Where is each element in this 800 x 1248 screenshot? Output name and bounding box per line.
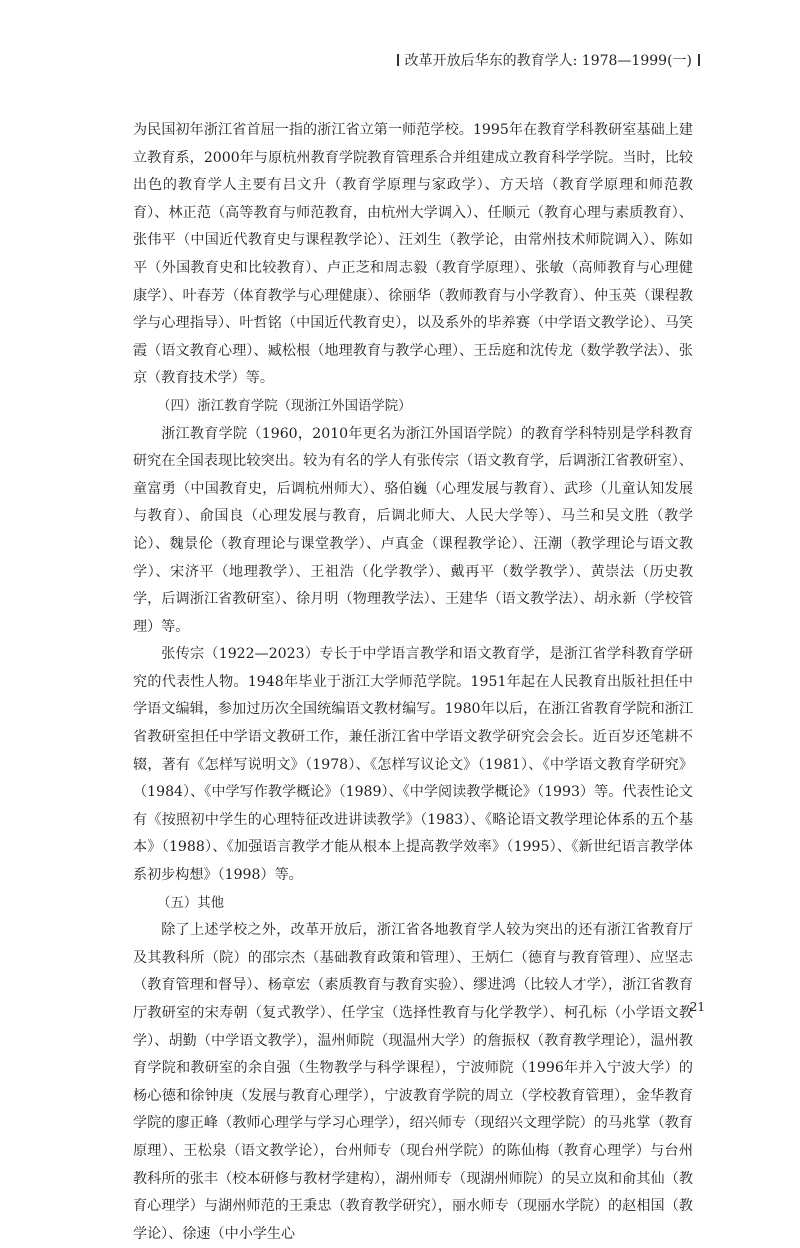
section-heading-4: （四）浙江教育学院（现浙江外国语学院） [157,398,412,414]
section-heading-5: （五）其他 [157,895,225,911]
paragraph-continued: 为民国初年浙江省首屈一指的浙江省立第一师范学校。1995年在教育学科教研室基础上建立教育系，2000年与原杭州教育学院教育管理系合并组建成立教育科学学院。当时，比较出色的教育学人主要有吕文升（教育学原理与家政学）、方天培（教育学原理和师范教育）、林正范（高等教育与师范教育，由杭州大学调入）、任顺元（教育心理与素质教育）、张伟平（中国近代教育史与课程教学论）、汪刘生（教学论，由常州技术师院调入）、陈如平（外国教育史和比较教育）、卢正芝和周志毅（教育学原理）、张敏（高师教育与心理健康学）、叶春芳（体育教学与心理健康）、徐丽华（教师教育与小学教育）、仲玉英（课程教学与心理指导）、叶哲铭（中国近代教育史），以及系外的毕养赛（中学语文教学论）、马笑霞（语文教育心理）、臧松根（地理教育与教学心理）、王岳庭和沈传龙（数学教学法）、张京（教育技术学）等。 [133,122,693,387]
header-right-rule [698,54,700,66]
page-number: 21 [689,1000,705,1014]
paragraph: 除了上述学校之外，改革开放后，浙江省各地教育学人较为突出的还有浙江省教育厅及其教科所（院）的邵宗杰（基础教育政策和管理）、王炳仁（德育与教育管理）、应坚志（教育管理和督导）、杨章宏（素质教育与教育实验）、缪进鸿（比较人才学），浙江省教育厅教研室的宋寿朝（复式教学）、任学宝（选择性教育与化学教学）、柯孔标（小学语文教学）、胡勤（中学语文教学），温州师院（现温州大学）的詹振权（教育教学理论），温州教育学院和教研室的余自强（生物教学与科学课程），宁波师院（1996年并入宁波大学）的杨心德和徐钟庚（发展与教育心理学），宁波教育学院的周立（学校教育管理），金华教育学院的廖正峰（教师心理学与学习心理学），绍兴师专（现绍兴文理学院）的马兆掌（教育原理）、王松泉（语文教学论），台州师专（现台州学院）的陈仙梅（教育心理学）与台州教科所的张丰（校本研修与教材学建构），湖州师专（现湖州师院）的吴立岚和俞其仙（教育心理学）与湖州师范的王秉忠（教育教学研究），丽水师专（现丽水学院）的赵相国（教学论）、徐速（中小学生心 [133,922,693,1242]
header-left-rule [397,54,399,66]
running-title: 改革开放后华东的教育学人: 1978—1999(一) [404,53,692,69]
paragraph: 张传宗（1922—2023）专长于中学语言教学和语文教育学，是浙江省学科教育学研究的代表性人物。1948年毕业于浙江大学师范学院。1951年起在人民教育出版社担任中学语文编辑，参加过历次全国统编语文教材编写。1980年以后，在浙江省教育学院和浙江省教研室担任中学语文教研工作，兼任浙江省中学语文教学研究会会长。近百岁还笔耕不辍，著有《怎样写说明文》（1978）、《怎样写议论文》（1981）、《中学语文教育学研究》（1984）、《中学写作教学概论》（1989）、《中学阅读教学概论》（1993）等。代表性论文有《按照初中学生的心理特征改进讲读教学》（1983）、《略论语文教学理论体系的五个基本》（1988）、《加强语言教学才能从根本上提高教学效率》（1995）、《新世纪语言教学体系初步构想》（1998）等。 [133,646,693,884]
running-header [391,50,706,70]
paragraph: 浙江教育学院（1960，2010年更名为浙江外国语学院）的教育学科特别是学科教育研究在全国表现比较突出。较为有名的学人有张传宗（语文教育学，后调浙江省教研室）、童富勇（中国教育史，后调杭州师大）、骆伯巍（心理发展与教育）、武珍（儿童认知发展与教育）、俞国良（心理发展与教育，后调北师大、人民大学等）、马兰和吴文胜（教学论）、魏景伦（教育理论与课堂教学）、卢真金（课程教学论）、汪潮（教学理论与语文教学）、宋济平（地理教学）、王祖浩（化学教学）、戴再平（数学教学）、黄崇法（历史教学，后调浙江省教研室）、徐月明（物理教学法）、王建华（语文教学法）、胡永新（学校管理）等。 [133,425,693,635]
body-text [133,117,693,1248]
